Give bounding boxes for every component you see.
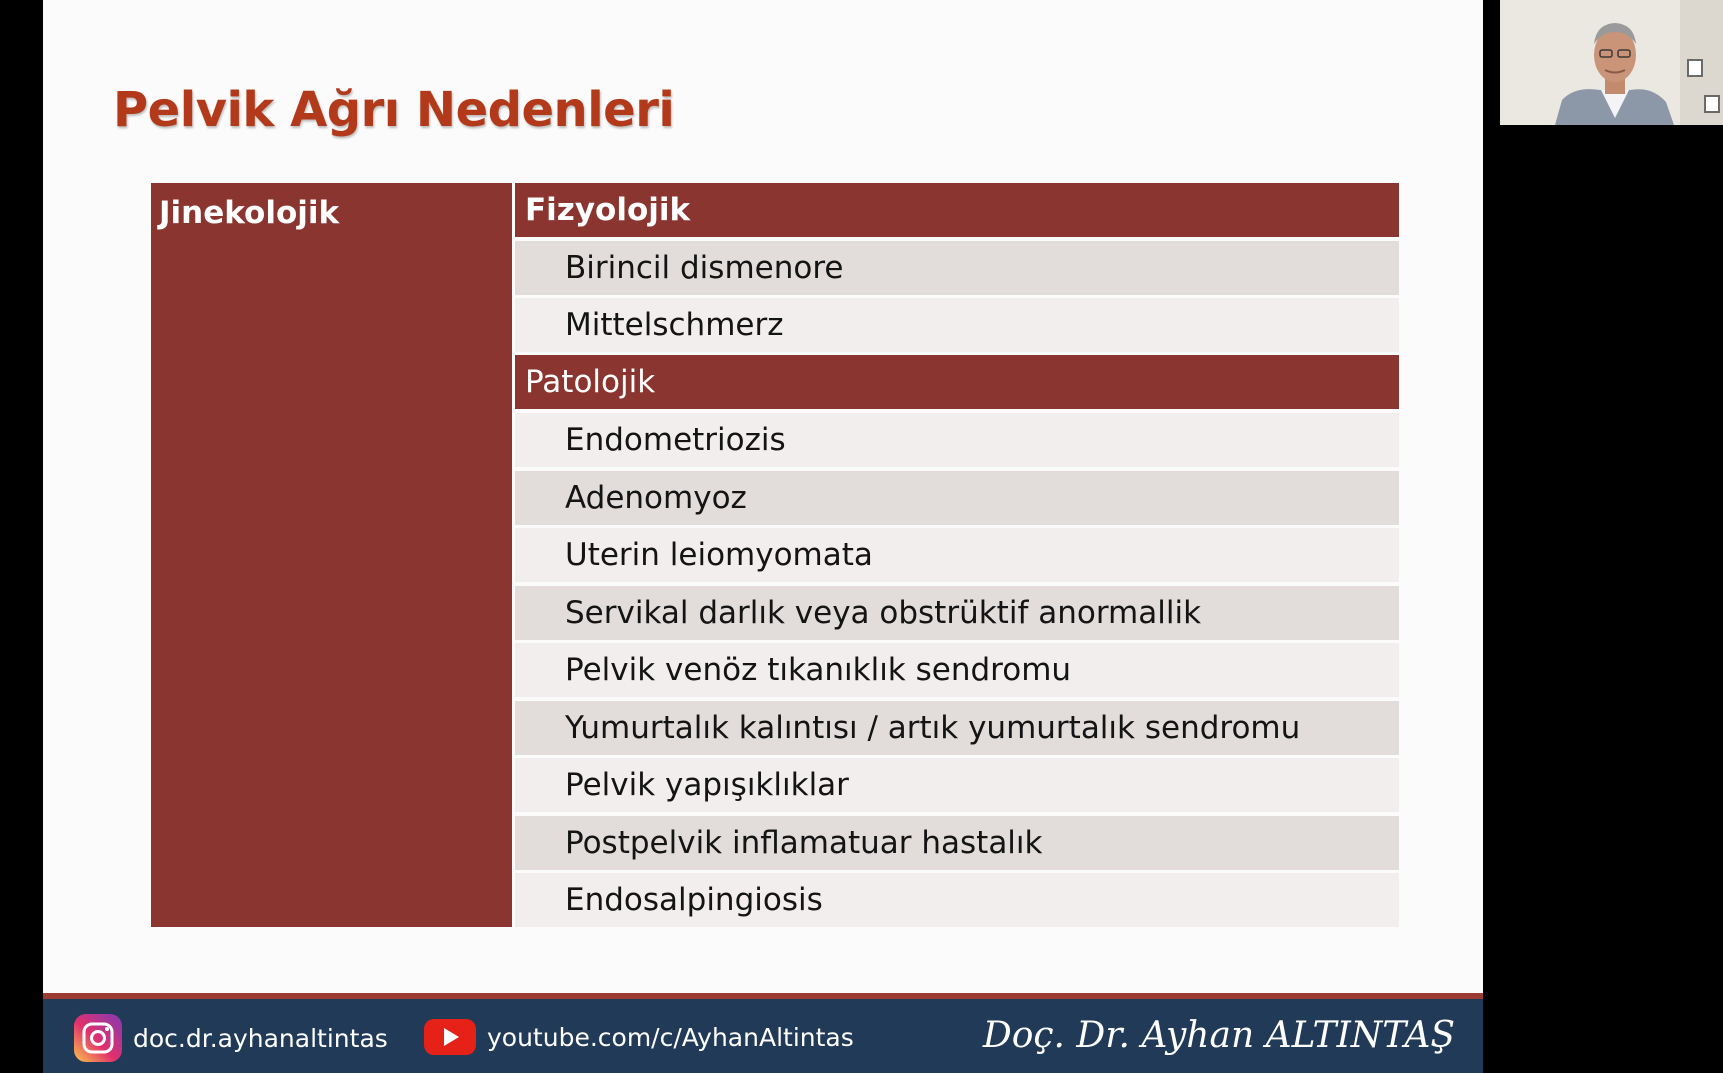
table-row [515, 586, 1399, 640]
table-cell: Yumurtalık kalıntısı / artık yumurtalık sendromu [565, 710, 1301, 746]
group-header-fizyolojik [515, 183, 1399, 237]
table-cell: Birincil dismenore [565, 250, 844, 286]
table-row [515, 241, 1399, 295]
table-row [515, 701, 1399, 755]
group-header-label: Patolojik [525, 364, 656, 400]
table-cell: Pelvik yapışıklıklar [565, 767, 849, 803]
signature: Doç. Dr. Ayhan ALTINTAŞ [982, 1015, 1455, 1056]
table-row [515, 528, 1399, 582]
youtube-link[interactable] [423, 1017, 854, 1057]
table-cell: Postpelvik inflamatuar hastalık [565, 825, 1043, 861]
table-row [515, 758, 1399, 812]
table-cell: Uterin leiomyomata [565, 537, 873, 573]
table-row [515, 643, 1399, 697]
table-row [515, 873, 1399, 927]
table-row [515, 471, 1399, 525]
table-cell: Servikal darlık veya obstrüktif anormallik [565, 595, 1202, 631]
group-header-patolojik [515, 355, 1399, 409]
table-cell: Endometriozis [565, 422, 786, 458]
slide-title: Pelvik Ağrı Nedenleri [113, 82, 675, 138]
slide [43, 0, 1483, 1073]
instagram-icon [73, 1013, 123, 1063]
instagram-handle: doc.dr.ayhanaltintas [133, 1023, 388, 1053]
instagram-link[interactable] [73, 1013, 388, 1063]
category-cell [151, 183, 512, 927]
table-row [515, 413, 1399, 467]
group-header-label: Fizyolojik [525, 192, 691, 228]
table-cell: Pelvik venöz tıkanıklık sendromu [565, 652, 1072, 688]
table-cell: Endosalpingiosis [565, 882, 823, 918]
table-row [515, 298, 1399, 352]
footer-bar [43, 993, 1483, 1073]
table-cell: Adenomyoz [565, 480, 747, 516]
presenter-video [1500, 0, 1723, 125]
table-row [515, 816, 1399, 870]
youtube-url: youtube.com/c/AyhanAltintas [487, 1022, 854, 1052]
table-cell: Mittelschmerz [565, 307, 784, 343]
presenter-video-icon [1500, 0, 1723, 125]
youtube-icon [423, 1017, 477, 1057]
category-label: Jinekolojik [159, 195, 340, 231]
